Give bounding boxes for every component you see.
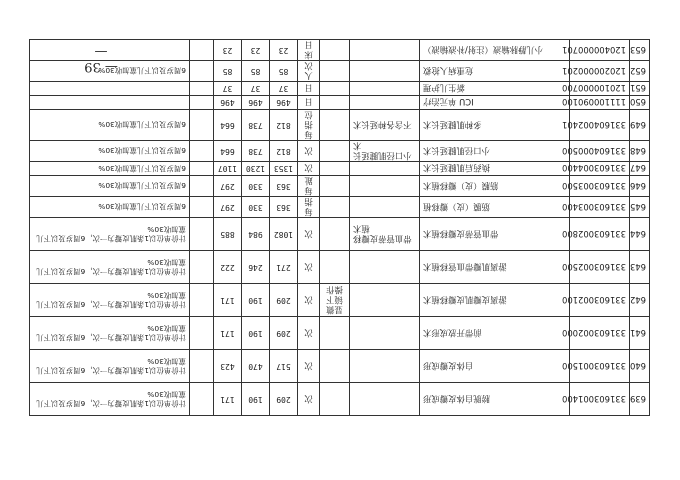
item-content <box>350 176 420 197</box>
item-code: 331603001400 <box>570 383 630 416</box>
item-exclusion <box>320 383 350 416</box>
item-exclusion <box>320 176 350 197</box>
item-code: 111100090100 <box>570 96 630 110</box>
remarks: 计价单位以1条肌皮瓣为一次，6周岁及以下儿童加收30% <box>30 383 190 416</box>
item-exclusion <box>320 82 350 96</box>
item-exclusion <box>320 162 350 176</box>
item-content <box>350 284 420 317</box>
item-exclusion <box>320 96 350 110</box>
item-code: 331604000500 <box>570 141 630 162</box>
blank-cell <box>190 350 214 383</box>
remarks <box>30 82 190 96</box>
price-level-1: 363 <box>270 197 298 218</box>
table-row <box>30 383 650 416</box>
item-content: 带血管蒂皮瓣移植术 <box>350 218 420 251</box>
item-content <box>350 197 420 218</box>
item-content <box>350 40 420 61</box>
pricing-unit: 日 <box>298 96 320 110</box>
price-level-2: 190 <box>242 317 270 350</box>
item-content <box>350 251 420 284</box>
item-code: 331603004400 <box>570 162 630 176</box>
price-level-2: 85 <box>242 61 270 82</box>
item-content: 不含各种延长术 <box>350 110 420 141</box>
pricing-unit: 每指位 <box>298 110 320 141</box>
blank-cell <box>190 110 214 141</box>
pricing-unit: 每趾 <box>298 176 320 197</box>
price-level-2: 496 <box>242 96 270 110</box>
item-name: 自体皮瓣成形 <box>420 350 570 383</box>
remarks: 计价单位以1条肌皮瓣为一次，6周岁及以下儿童加收30% <box>30 218 190 251</box>
price-level-3: 1107 <box>214 162 242 176</box>
blank-cell <box>190 61 214 82</box>
item-content: 小口径肌腱延长术 <box>350 141 420 162</box>
remarks: 计价单位以1条肌皮瓣为一次，6周岁及以下儿童加收30% <box>30 350 190 383</box>
table-row <box>30 218 650 251</box>
remarks: 计价单位以1条肌皮瓣为一次，6周岁及以下儿童加收30% <box>30 284 190 317</box>
page-number: — 39 — <box>84 44 118 74</box>
item-code: 331603003400 <box>570 197 630 218</box>
remarks: 6周岁及以下儿童加收30% <box>30 141 190 162</box>
item-code: 331603002100 <box>570 284 630 317</box>
item-name: 筋膜（皮）瓣移植 <box>420 197 570 218</box>
blank-cell <box>190 317 214 350</box>
table-row <box>30 317 650 350</box>
price-level-1: 812 <box>270 141 298 162</box>
blank-cell <box>190 82 214 96</box>
blank-cell <box>190 218 214 251</box>
table-row <box>30 350 650 383</box>
pricing-unit: 次 <box>298 162 320 176</box>
table-row <box>30 96 650 110</box>
pricing-unit: 次 <box>298 218 320 251</box>
price-level-3: 297 <box>214 176 242 197</box>
price-level-2: 984 <box>242 218 270 251</box>
price-level-2: 190 <box>242 284 270 317</box>
remarks: 6周岁及以下儿童加收30% <box>30 110 190 141</box>
price-level-2: 23 <box>242 40 270 61</box>
price-level-1: 37 <box>270 82 298 96</box>
price-level-1: 85 <box>270 61 298 82</box>
price-level-1: 1353 <box>270 162 298 176</box>
item-content <box>350 61 420 82</box>
table-row <box>30 110 650 141</box>
row-number: 639 <box>630 383 650 416</box>
item-name: 前带开放成形术 <box>420 317 570 350</box>
item-name: 新生儿护理 <box>420 82 570 96</box>
price-level-1: 517 <box>270 350 298 383</box>
item-content <box>350 96 420 110</box>
price-level-1: 209 <box>270 317 298 350</box>
item-name: 多种肌腱延长术 <box>420 110 570 141</box>
price-level-3: 885 <box>214 218 242 251</box>
price-level-3: 222 <box>214 251 242 284</box>
item-exclusion <box>320 350 350 383</box>
row-number: 646 <box>630 176 650 197</box>
blank-cell <box>190 141 214 162</box>
price-level-3: 496 <box>214 96 242 110</box>
item-name: 换药后肌腱延长术 <box>420 162 570 176</box>
item-name: ICU 单元治疗 <box>420 96 570 110</box>
price-level-1: 363 <box>270 176 298 197</box>
table-row <box>30 284 650 317</box>
remarks <box>30 40 190 61</box>
table-row <box>30 141 650 162</box>
price-level-3: 23 <box>214 40 242 61</box>
item-name: 游离皮瓣肌皮瓣移植术 <box>420 284 570 317</box>
item-exclusion <box>320 40 350 61</box>
item-name: 带血管蒂皮瓣移植术 <box>420 218 570 251</box>
pricing-unit: 床日 <box>298 40 320 61</box>
remarks: 6周岁及以下儿童加收30% <box>30 197 190 218</box>
price-level-2: 738 <box>242 110 270 141</box>
table-row <box>30 40 650 61</box>
fee-table <box>29 39 650 416</box>
table-row <box>30 61 650 82</box>
price-level-1: 812 <box>270 110 298 141</box>
pricing-unit: 日 <box>298 82 320 96</box>
blank-cell <box>190 96 214 110</box>
price-level-3: 37 <box>214 82 242 96</box>
row-number: 640 <box>630 350 650 383</box>
remarks <box>30 96 190 110</box>
item-name: 危重病人抢救 <box>420 61 570 82</box>
table-row <box>30 251 650 284</box>
item-name: 膀胱自体皮瓣成形 <box>420 383 570 416</box>
item-name: 筋膜（皮）瓣移植术 <box>420 176 570 197</box>
item-code: 120400000701 <box>570 40 630 61</box>
price-level-3: 171 <box>214 383 242 416</box>
row-number: 650 <box>630 96 650 110</box>
price-level-1: 271 <box>270 251 298 284</box>
item-name: 游离肌瓣带血管移植术 <box>420 251 570 284</box>
item-content <box>350 350 420 383</box>
pricing-unit: 次 <box>298 383 320 416</box>
pricing-unit: 次 <box>298 284 320 317</box>
blank-cell <box>190 197 214 218</box>
item-code: 331604002401 <box>570 110 630 141</box>
row-number: 653 <box>630 40 650 61</box>
fee-table-rotated <box>30 40 650 416</box>
item-content <box>350 162 420 176</box>
price-level-3: 297 <box>214 197 242 218</box>
blank-cell <box>190 383 214 416</box>
item-name: 小口径肌腱延长术 <box>420 141 570 162</box>
price-level-2: 330 <box>242 197 270 218</box>
price-level-3: 664 <box>214 141 242 162</box>
pricing-unit: 人次 <box>298 61 320 82</box>
item-exclusion <box>320 110 350 141</box>
row-number: 647 <box>630 162 650 176</box>
remarks: 6周岁及以下儿童加收30% <box>30 176 190 197</box>
price-level-2: 37 <box>242 82 270 96</box>
pricing-unit: 次 <box>298 141 320 162</box>
row-number: 644 <box>630 218 650 251</box>
price-level-2: 246 <box>242 251 270 284</box>
blank-cell <box>190 176 214 197</box>
table-row <box>30 176 650 197</box>
row-number: 641 <box>630 317 650 350</box>
remarks: 6周岁及以下儿童加收30% <box>30 162 190 176</box>
item-code: 331603003500 <box>570 176 630 197</box>
price-level-1: 496 <box>270 96 298 110</box>
remarks: 计价单位以1条肌皮瓣为一次，6周岁及以下儿童加收30% <box>30 251 190 284</box>
item-exclusion <box>320 218 350 251</box>
price-level-2: 1230 <box>242 162 270 176</box>
item-exclusion <box>320 317 350 350</box>
blank-cell <box>190 162 214 176</box>
price-level-3: 171 <box>214 284 242 317</box>
row-number: 645 <box>630 197 650 218</box>
price-level-2: 738 <box>242 141 270 162</box>
price-level-2: 330 <box>242 176 270 197</box>
table-row <box>30 197 650 218</box>
price-level-3: 664 <box>214 110 242 141</box>
price-level-1: 209 <box>270 383 298 416</box>
row-number: 642 <box>630 284 650 317</box>
item-code: 120100000700 <box>570 82 630 96</box>
item-code: 331603002500 <box>570 251 630 284</box>
row-number: 643 <box>630 251 650 284</box>
item-exclusion: 显微镜下操作 <box>320 284 350 317</box>
remarks: 计价单位以1条肌皮瓣为一次，6周岁及以下儿童加收30% <box>30 317 190 350</box>
item-name: 小儿静脉输液（注射/补液输液） <box>420 40 570 61</box>
row-number: 649 <box>630 110 650 141</box>
item-exclusion <box>320 197 350 218</box>
blank-cell <box>190 251 214 284</box>
item-exclusion <box>320 61 350 82</box>
row-number: 651 <box>630 82 650 96</box>
blank-cell <box>190 40 214 61</box>
blank-cell <box>190 284 214 317</box>
price-level-1: 1082 <box>270 218 298 251</box>
price-level-3: 423 <box>214 350 242 383</box>
price-level-1: 23 <box>270 40 298 61</box>
item-content <box>350 317 420 350</box>
item-code: 120200000201 <box>570 61 630 82</box>
pricing-unit: 次 <box>298 251 320 284</box>
item-code: 331603002000 <box>570 317 630 350</box>
pricing-unit: 次 <box>298 317 320 350</box>
pricing-unit: 每指 <box>298 197 320 218</box>
pricing-unit: 次 <box>298 350 320 383</box>
table-row <box>30 82 650 96</box>
price-level-3: 85 <box>214 61 242 82</box>
item-content <box>350 383 420 416</box>
item-code: 331603001500 <box>570 350 630 383</box>
item-code: 331603002800 <box>570 218 630 251</box>
remarks: 6周岁及以下儿童加收30% <box>30 61 190 82</box>
table-row <box>30 162 650 176</box>
price-level-2: 190 <box>242 383 270 416</box>
price-level-1: 209 <box>270 284 298 317</box>
price-level-2: 470 <box>242 350 270 383</box>
item-exclusion <box>320 251 350 284</box>
row-number: 652 <box>630 61 650 82</box>
item-content <box>350 82 420 96</box>
price-level-3: 171 <box>214 317 242 350</box>
row-number: 648 <box>630 141 650 162</box>
item-exclusion <box>320 141 350 162</box>
